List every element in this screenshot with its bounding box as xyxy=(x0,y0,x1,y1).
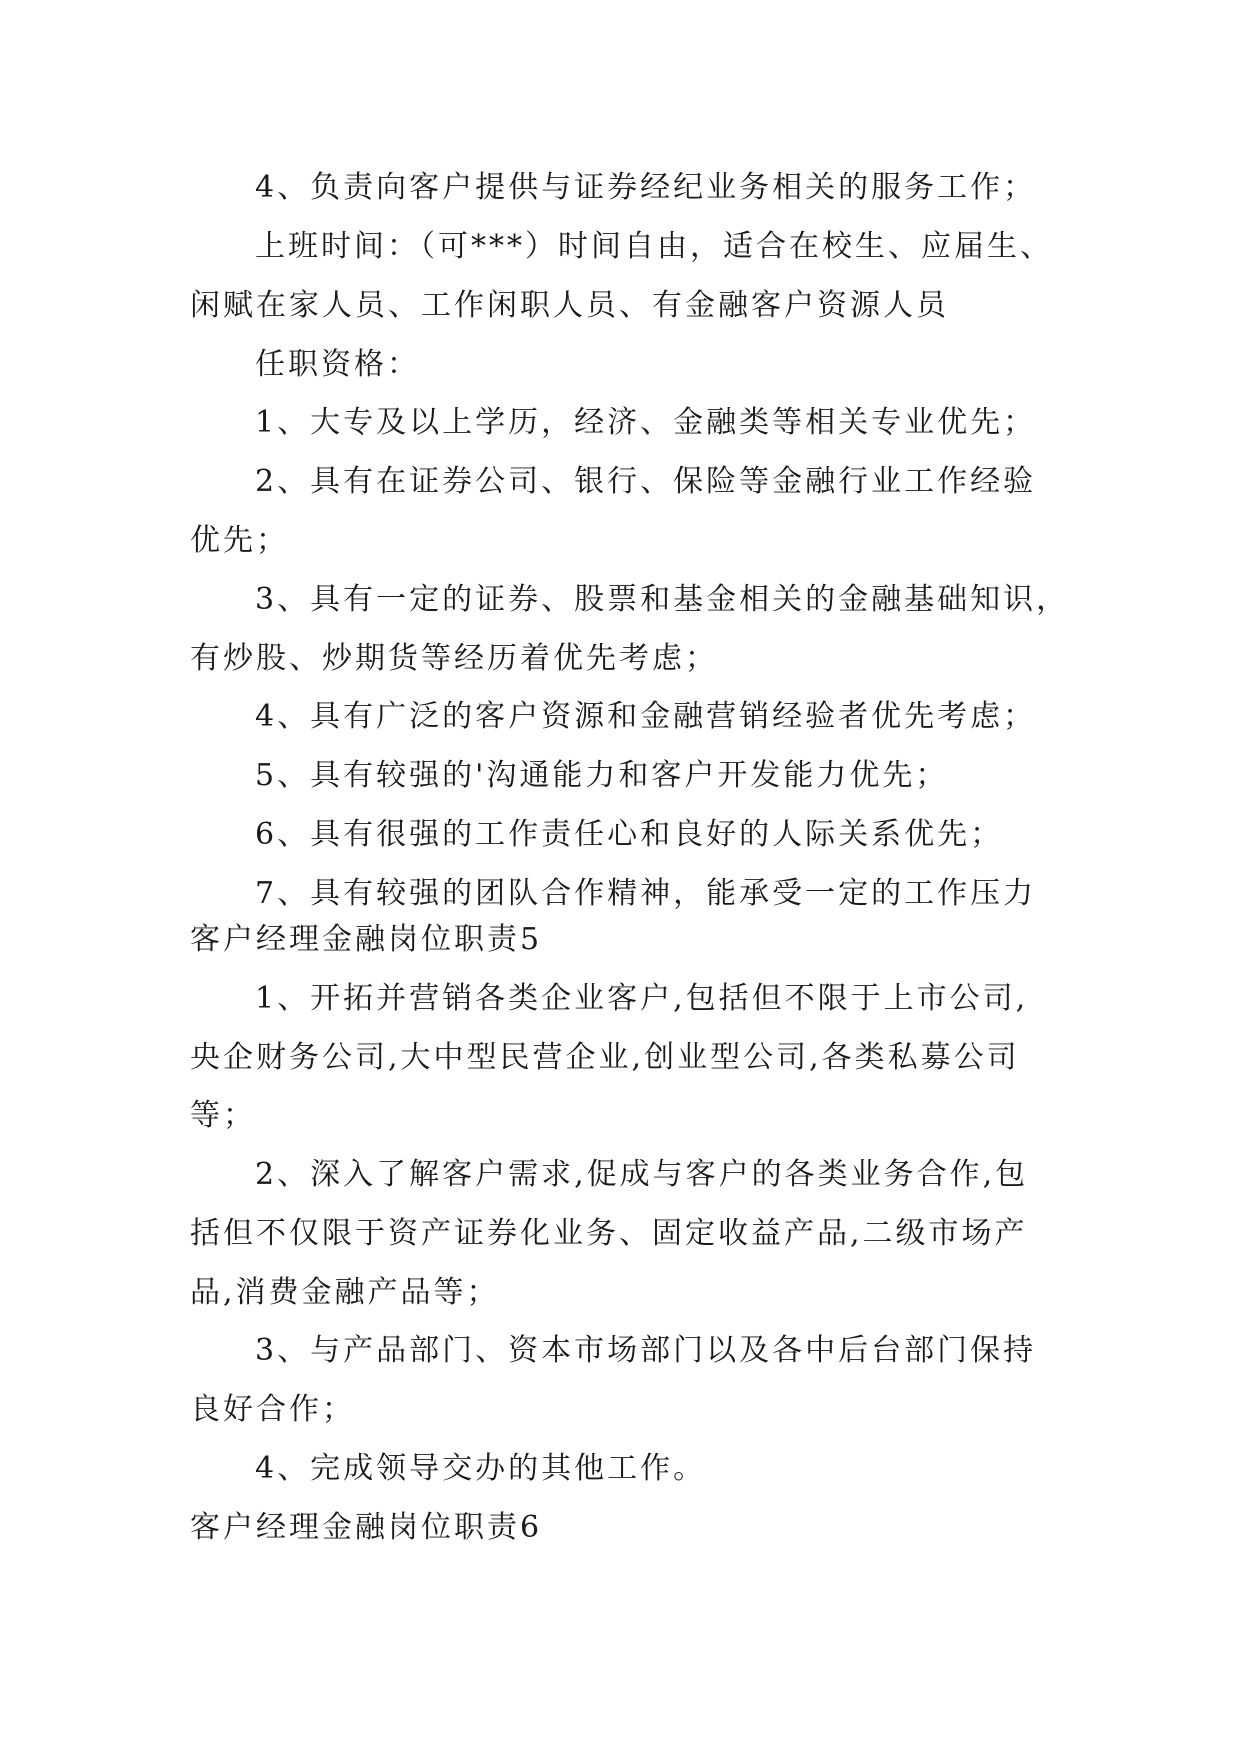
list-item: 4、完成领导交办的其他工作。 xyxy=(255,1451,707,1486)
list-item: 7、具有较强的团队合作精神，能承受一定的工作压力 xyxy=(255,876,1037,911)
list-item: 1、开拓并营销各类企业客户,包括但不限于上市公司, xyxy=(255,981,1029,1016)
list-item: 2、具有在证券公司、银行、保险等金融行业工作经验 xyxy=(255,464,1037,499)
list-item: 4、具有广泛的客户资源和金融营销经验者优先考虑； xyxy=(255,699,1037,734)
section-subheading: 任职资格： xyxy=(255,347,420,382)
list-item-continuation: 有炒股、炒期货等经历着优先考虑； xyxy=(190,641,718,676)
section-heading: 客户经理金融岗位职责6 xyxy=(190,1510,543,1545)
list-item-continuation: 品,消费金融产品等； xyxy=(190,1275,500,1310)
paragraph-line: 闲赋在家人员、工作闲职人员、有金融客户资源人员 xyxy=(190,288,949,323)
paragraph-line: 4、负责向客户提供与证券经纪业务相关的服务工作； xyxy=(255,170,1037,205)
list-item: 5、具有较强的'沟通能力和客户开发能力优先； xyxy=(255,758,949,793)
section-heading: 客户经理金融岗位职责5 xyxy=(190,922,543,957)
list-item-continuation: 央企财务公司,大中型民营企业,创业型公司,各类私募公司 xyxy=(190,1040,1020,1075)
list-item: 2、深入了解客户需求,促成与客户的各类业务合作,包 xyxy=(255,1157,1029,1192)
list-item: 3、与产品部门、资本市场部门以及各中后台部门保持 xyxy=(255,1333,1037,1368)
list-item: 1、大专及以上学历，经济、金融类等相关专业优先； xyxy=(255,405,1037,440)
list-item: 3、具有一定的证券、股票和基金相关的金融基础知识， xyxy=(255,582,1070,617)
paragraph-line: 上班时间：（可***）时间自由，适合在校生、应届生、 xyxy=(255,229,1053,264)
list-item-continuation: 等； xyxy=(190,1098,256,1133)
list-item-continuation: 括但不仅限于资产证券化业务、固定收益产品,二级市场产 xyxy=(190,1216,1028,1251)
list-item-continuation: 良好合作； xyxy=(190,1392,355,1427)
list-item-continuation: 优先； xyxy=(190,523,289,558)
list-item: 6、具有很强的工作责任心和良好的人际关系优先； xyxy=(255,817,1004,852)
